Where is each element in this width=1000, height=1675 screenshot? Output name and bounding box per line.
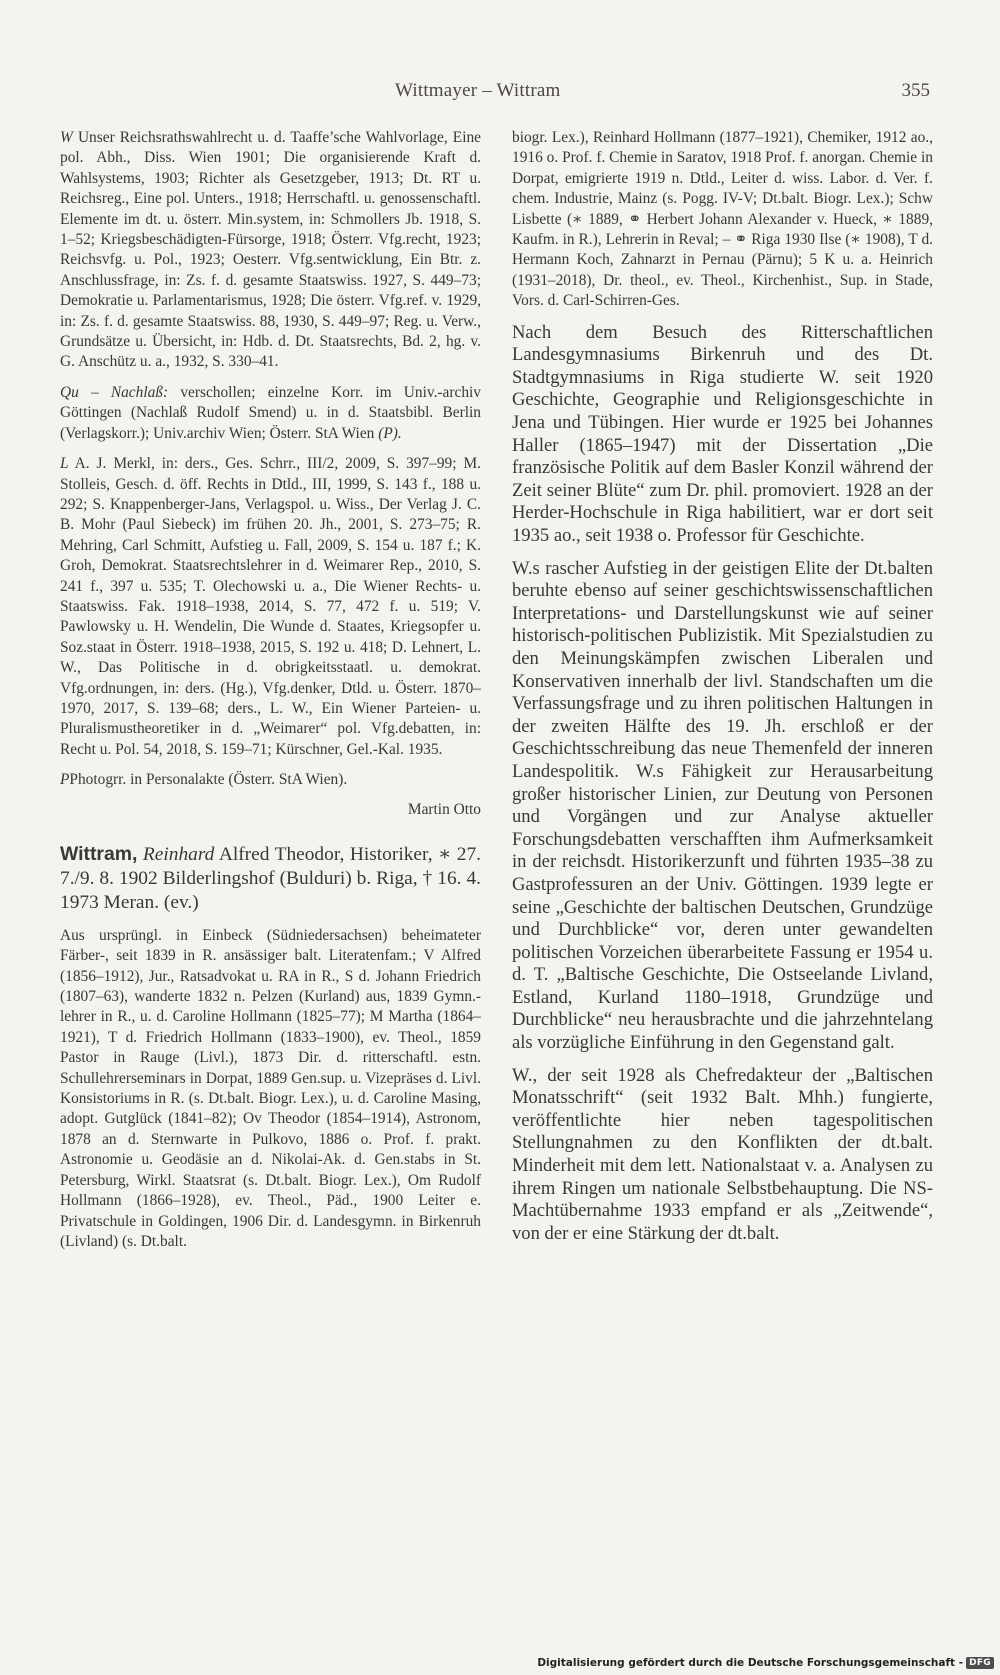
left-column bbox=[60, 128, 481, 1252]
author-signature: Martin Otto bbox=[407, 800, 481, 818]
entry-heading bbox=[60, 842, 481, 916]
body-paragraph-2: W.s rascher Aufstieg in der geistigen Elite der Dt.balten beruhte ebenso auf seiner geschichtswissenschaftlichen Interpretations- und Darstellungskunst wie auf seiner historisch-politischen Publizistik. Mit Spezialstudien zu den Meinungskämpfen zwischen Liberalen und Konservativen innerhalb der livl. Standschaften um die Verfassungsfrage und zu ihren politischen Haltungen in der zweiten Hälfte des 19. Jh. erschloß er der Geschichtsschreibung das neue Themenfeld der inneren Landespolitik. W.s Fähigkeit zur Herausarbeitung großer historischer Linien, zur Deutung von Personen und Vorgängen und zur Analyse aktueller Forschungsdebatten verschafften ihm Aufmerksamkeit in der reichsdt. Historikerzunft und führten 1935–38 zu Gastprofessuren an der Univ. Göttingen. 1939 legte er seine „Geschichte der baltischen Deutschen, Grundzüge und Durchblicke“ vor, deren unter gewandelten politischen Vorzeichen überarbeitete Fassung er 1954 u. d. T. „Baltische Geschichte, Die Ostseelande Livland, Estland, Kurland 1180–1918, Grundzüge und Durchblicke“ neu herausbrachte und die jahrzehntelang als vorzügliche Einführung in den Gegenstand galt. bbox=[512, 557, 933, 1054]
entry-surname: Wittram, bbox=[60, 842, 138, 865]
body-paragraph-3: W., der seit 1928 als Chefredakteur der „Baltischen Monatsschrift“ (seit 1932 Balt. Mhh.) fungierte, veröffentlichte hier neben tagespolitischen Stellungnahmen zu den Konflikten der dt.balt. Minderheit mit dem lett. Nationalstaat v. a. Analysen zu ihrem Ringen um nationale Selbstbehauptung. Die NS-Machtübernahme 1933 empfand er als „Zeitwende“, von der er eine Stärkung der dt.balt. bbox=[512, 1064, 933, 1244]
works-text: Unser Reichsrathswahlrecht u. d. Taaffe’sche Wahlvorlage, Eine pol. Abh., Diss. Wien 1901; Die organisierende Kraft d. Wahlsystems, 1903; Richter als Gesetzgeber, 1913; Dt. RT u. Reichsreg., Eine pol. Unters., 1918; Herrschaftl. u. genossenschaftl. Elemente im dt. u. österr. Min.system, in: Schmollers Jb. 1918, S. 1–52; Kriegsbeschädigten-Fürsorge, 1918; Österr. Vfg.recht, 1923; Reichsvfg. u. Pol., 1923; Oesterr. Vfg.sentwicklung, Ein Btr. z. Anschlussfrage, in: Zs. f. d. gesamte Staatswiss. 1927, S. 449–73; Demokratie u. Parlamentarismus, 1928; Die österr. Vfg.ref. v. 1929, in: Zs. f. d. gesamte Staatswiss. 88, 1930, S. 449–97; Reg. u. Verw., Grundsätze u. Übersicht, in: Hdb. d. Dt. Staatsrechts, Bd. 2, hg. v. G. Anschütz u. a., 1932, S. 330–41. bbox=[60, 129, 481, 371]
sources-portrait-mark: (P). bbox=[378, 424, 402, 442]
portrait-text: Photogrr. in Personalakte (Österr. StA Wien). bbox=[69, 771, 348, 789]
literature-paragraph bbox=[60, 454, 481, 760]
right-column bbox=[512, 128, 933, 1245]
genealogy-paragraph: Aus ursprüngl. in Einbeck (Südniedersachsen) beheimateter Färber-, seit 1839 in R. ansässiger balt. Literatenfam.; V Alfred (1856–1912), Jur., Ratsadvokat u. RA in R., S d. Johann Friedrich (1807–63), wanderte 1832 n. Pelzen (Kurland) aus, 1839 Gymn.-lehrer in R., u. d. Caroline Hollmann (1825–77); M Martha (1864–1921), T d. Friedrich Hollmann (1833–1900), ev. Theol., 1859 Pastor in Rauge (Livl.), 1873 Dir. d. ritterschaftl. estn. Schullehrerseminars in Dorpat, 1889 Gen.sup. u. Vizepräses d. Livl. Konsistoriums in R. (s. Dt.balt. Biogr. Lex.), u. d. Caroline Masing, adopt. Gutglück (1841–82); Ov Theodor (1854–1914), Astronom, 1878 an d. Sternwarte in Pulkovo, 1886 o. Prof. f. prakt. Astronomie u. Geodäsie an d. Nikolai-Ak. d. Gen.stabs in St. Petersburg, Wirkl. Staatsrat (s. Dt.balt. Biogr. Lex.), Om Rudolf Hollmann (1866–1928), ev. Theol., Päd., 1900 Leiter e. Privatschule in Goldingen, 1906 Dir. d. Landesgymn. in Birkenruh (Livland) (s. Dt.balt. bbox=[60, 926, 481, 1250]
sources-paragraph bbox=[60, 383, 481, 444]
entry-given-name: Reinhard bbox=[142, 843, 215, 865]
dfg-logo: DFG bbox=[966, 1657, 994, 1669]
works-paragraph bbox=[60, 128, 481, 373]
page-number: 355 bbox=[901, 80, 930, 101]
sources-text: verschollen; einzelne Korr. im Univ.-archiv Göttingen (Nachlaß Rudolf Smend) u. in d. Staatsbibl. Berlin (Verlagskorr.); Univ.archiv Wien; Österr. StA Wien bbox=[60, 383, 481, 442]
portrait-label: P bbox=[60, 771, 70, 789]
sources-label: Qu – Nachlaß: bbox=[60, 383, 169, 401]
digitization-footer bbox=[537, 1657, 994, 1669]
genealogy-continuation: biogr. Lex.), Reinhard Hollmann (1877–1921), Chemiker, 1912 ao., 1916 o. Prof. f. Chemie in Saratov, 1918 Prof. f. anorgan. Chemie in Dorpat, emigrierte 1919 n. Dtld., Leiter d. wiss. Labor. d. Ver. f. chem. Industrie, Mainz (s. Pogg. IV-V; Dt.balt. Biogr. Lex.); Schw Lisbette (∗ 1889, ⚭ Herbert Johann Alexander v. Hueck, ∗ 1889, Kaufm. in R.), Lehrerin in Reval; – ⚭ Riga 1930 Ilse (∗ 1908), T d. Hermann Koch, Zahnarzt in Pernau (Pärnu); 5 K u. a. Heinrich (1931–2018), Dr. theol., ev. Theol., Kirchenhist., Sup. in Stade, Vors. d. Carl-Schirren-Ges. bbox=[512, 129, 933, 310]
works-label: W bbox=[60, 129, 73, 146]
literature-label: L bbox=[60, 455, 69, 473]
running-head: Wittmayer – Wittram bbox=[395, 80, 561, 101]
literature-text: A. J. Merkl, in: ders., Ges. Schrr., III/2, 2009, S. 397–99; M. Stolleis, Gesch. d. öff. Rechts in Dtld., III, 1999, S. 143 f., 188 u. 292; S. Knappenberger-Jans, Verlagspol. u. Wiss., Der Verlag J. C. B. Mohr (Paul Siebeck) im frühen 20. Jh., 2001, S. 273–75; R. Mehring, Carl Schmitt, Aufstieg u. Fall, 2009, S. 154 u. 187 f.; K. Groh, Demokrat. Staatsrechtslehrer in d. Weimarer Rep., 2010, S. 241 f., 397 u. 535; T. Olechowski u. a., Die Wiener Rechts- u. Staatswiss. Fak. 1918–1938, 2014, S. 77, 472 f. u. 519; V. Pawlowsky u. H. Wendelin, Die Wunde d. Staates, Kriegsopfer u. Soz.staat in Österr. 1918–1938, 2015, S. 192 u. 418; D. Lehnert, L. W., Das Politische in d. obrigkeitsstaatl. u. demokrat. Vfg.ordnungen, in: ders. (Hg.), Vfg.denker, Dtld. u. Österr. 1870–1970, 2017, S. 139–68; ders., L. W., Ein Wiener Parteien- u. Pluralismustheoretiker in d. „Weimarer“ pol. Vfg.debatten, in: Recht u. Pol. 54, 2018, S. 159–71; Kürschner, Gel.-Kal. 1935. bbox=[60, 455, 482, 758]
body-paragraph-1: Nach dem Besuch des Ritterschaftlichen Landesgymnasiums Birkenruh und des Dt. Stadtgymnasiums in Riga studierte W. seit 1920 Geschichte, Geographie und Religionsgeschichte in Jena und Tübingen. Hier wurde er 1925 bei Johannes Haller (1865–1947) mit der Dissertation „Die französische Politik auf dem Basler Konzil während der Zeit seiner Blüte“ zum Dr. phil. promoviert. 1928 an der Herder-Hochschule in Riga habilitiert, war er dort seit 1935 ao., seit 1938 o. Professor für Geschichte. bbox=[512, 321, 933, 546]
footer-text: Digitalisierung gefördert durch die Deutsche Forschungsgemeinschaft - bbox=[537, 1657, 964, 1669]
entry-details: Alfred Theodor, Historiker, ∗ 27. 7./9. 8. 1902 Bilderlingshof (Bulduri) b. Riga, † 16. 4. 1973 Meran. (ev.) bbox=[60, 843, 481, 914]
portrait-paragraph bbox=[60, 770, 481, 790]
